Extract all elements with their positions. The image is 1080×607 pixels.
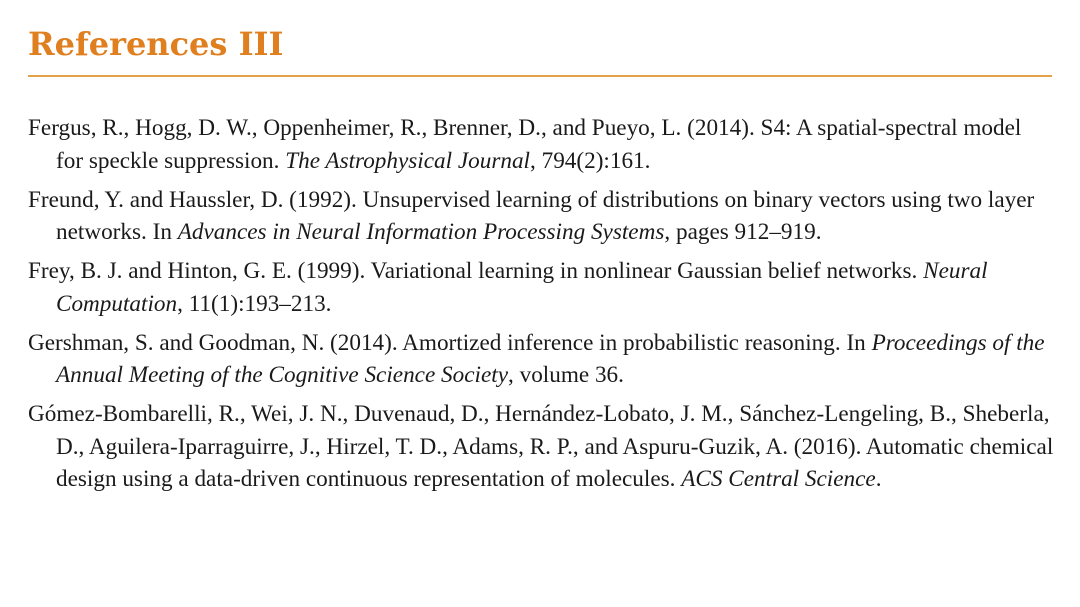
- reference-venue: ACS Central Science: [681, 466, 876, 492]
- reference-details: .: [875, 466, 882, 492]
- title-divider: [28, 75, 1052, 77]
- reference-freund-1992: [28, 184, 1054, 249]
- reference-venue: Neural Computation: [56, 258, 988, 317]
- reference-gomez-bombarelli-2016: [28, 398, 1054, 496]
- reference-gershman-2014: [28, 327, 1054, 392]
- reference-details: , 11(1):193–213.: [177, 290, 332, 317]
- reference-details: , volume 36.: [508, 362, 624, 388]
- reference-details: , 794(2):161.: [530, 147, 651, 174]
- reference-fergus-2014: [28, 112, 1054, 177]
- reference-text: Freund, Y. and Haussler, D. (1992). Unsupervised learning of distributions on binary vectors using two layer networks. In: [28, 186, 1035, 245]
- reference-frey-1999: [28, 255, 1054, 320]
- reference-text: Gershman, S. and Goodman, N. (2014). Amortized inference in probabilistic reasoning. In: [28, 329, 872, 356]
- reference-venue: Advances in Neural Information Processing Systems: [177, 219, 665, 245]
- reference-details: , pages 912–919.: [664, 219, 822, 245]
- reference-text: Frey, B. J. and Hinton, G. E. (1999). Variational learning in nonlinear Gaussian belief networks.: [28, 258, 924, 284]
- reference-venue: Proceedings of the Annual Meeting of the Cognitive Science Society: [56, 329, 1045, 388]
- reference-venue: The Astrophysical Journal: [285, 147, 530, 174]
- reference-list: [28, 112, 1054, 502]
- slide-title: References III: [28, 25, 284, 63]
- reference-text: Gómez-Bombarelli, R., Wei, J. N., Duvenaud, D., Hernández-Lobato, J. M., Sánchez-Lengeling, B., Sheberla, D., Aguilera-Iparraguirre, J., Hirzel, T. D., Adams, R. P., and Aspuru-Guzik, A. (2016). Automatic chemical design using a data-driven continuous representation of molecules.: [28, 401, 1054, 492]
- reference-text: Fergus, R., Hogg, D. W., Oppenheimer, R., Brenner, D., and Pueyo, L. (2014). S4: A spatial-spectral model for speckle suppression.: [28, 115, 1022, 174]
